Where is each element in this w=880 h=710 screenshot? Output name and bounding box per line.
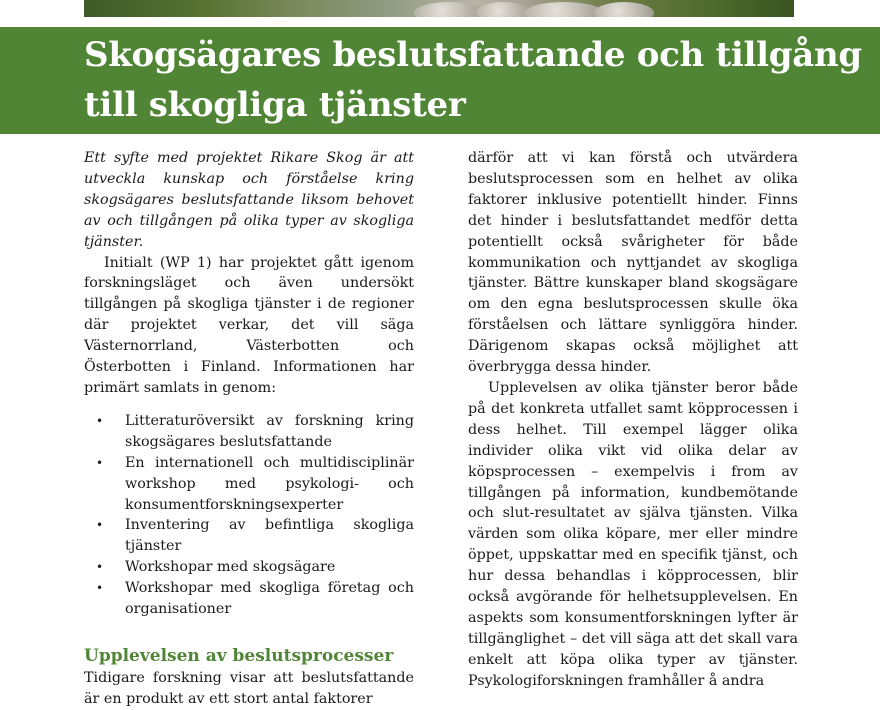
list-item: • Litteraturöversikt av forskning kring skogsägares beslutsfattande [96, 412, 414, 450]
body-paragraph: därför att vi kan förstå och utvärdera beslutsprocessen som en helhet av olika faktorer inklusive potentiellt hinder. Finns det hinder i beslutsfattandet medför detta potentiellt också svårigheter för både kommunikation och nyttjandet av skogliga tjänster. Bättre kunskaper bland skogsägare om den egna beslutsprocessen skulle öka förståelsen och lättare synliggöra hinder. Därigenom skapas också möjlighet att överbrygga dessa hinder. [468, 150, 798, 376]
information-source-list [84, 411, 414, 620]
body-paragraph: Initialt (WP 1) har projektet gått igenom forskningsläget och även undersökt tillgången på skogliga tjänster i de regioner där projektet verkar, det vill säga Västernorrland, Västerbotten och Österbotten i Finland. Informationen har primärt samlats in genom: [84, 254, 414, 396]
header-photo [84, 0, 794, 17]
list-item: • Workshopar med skogsägare [84, 557, 414, 578]
right-column [468, 148, 798, 692]
body-paragraph: Upplevelsen av olika tjänster beror både på det konkreta utfallet samt köpprocessen i dess helhet. Till exempel lägger olika individer olika vikt vid olika delar av köpsprocessen – exempelvis i from av tillgången på information, kundbemötande och slut-resultatet av själva tjänsten. Vilka värden som olika köpare, mer eller mindre öppet, uppskattar med en specifik tjänst, och hur dessa behandlas i köpprocessen, blir också avgörande för helhetsupplevelsen. En aspekts som konsumentforskningen lyfter är tillgänglighet – det vill säga att det skall vara enkelt att köpa olika typer av tjänster. Psykologiforskningen framhåller å andra [468, 379, 798, 689]
bullet-icon: • [96, 518, 104, 533]
left-column [84, 148, 414, 710]
bullet-icon: • [96, 413, 104, 428]
bullet-icon: • [96, 455, 104, 470]
bullet-icon: • [96, 560, 104, 575]
list-item: • En internationell och multidisciplinär workshop med psykologi- och konsumentforskningsexperter [96, 454, 414, 513]
section-heading: Upplevelsen av beslutsprocesser [84, 645, 394, 666]
list-item: • Workshopar med skogliga företag och organisationer [96, 580, 414, 618]
page-title: Skogsägares beslutsfattande och tillgång till skogliga tjänster [84, 35, 862, 125]
body-paragraph: Tidigare forskning visar att beslutsfattande är en produkt av ett stort antal faktorer [84, 669, 414, 707]
list-item: • Inventering av befintliga skogliga tjänster [96, 517, 414, 555]
intro-paragraph: Ett syfte med projektet Rikare Skog är att utveckla kunskap och förståelse kring skogsägares beslutsfattande liksom behovet av och tillgången på olika typer av skogliga tjänster. [84, 150, 414, 250]
bullet-icon: • [96, 581, 104, 596]
